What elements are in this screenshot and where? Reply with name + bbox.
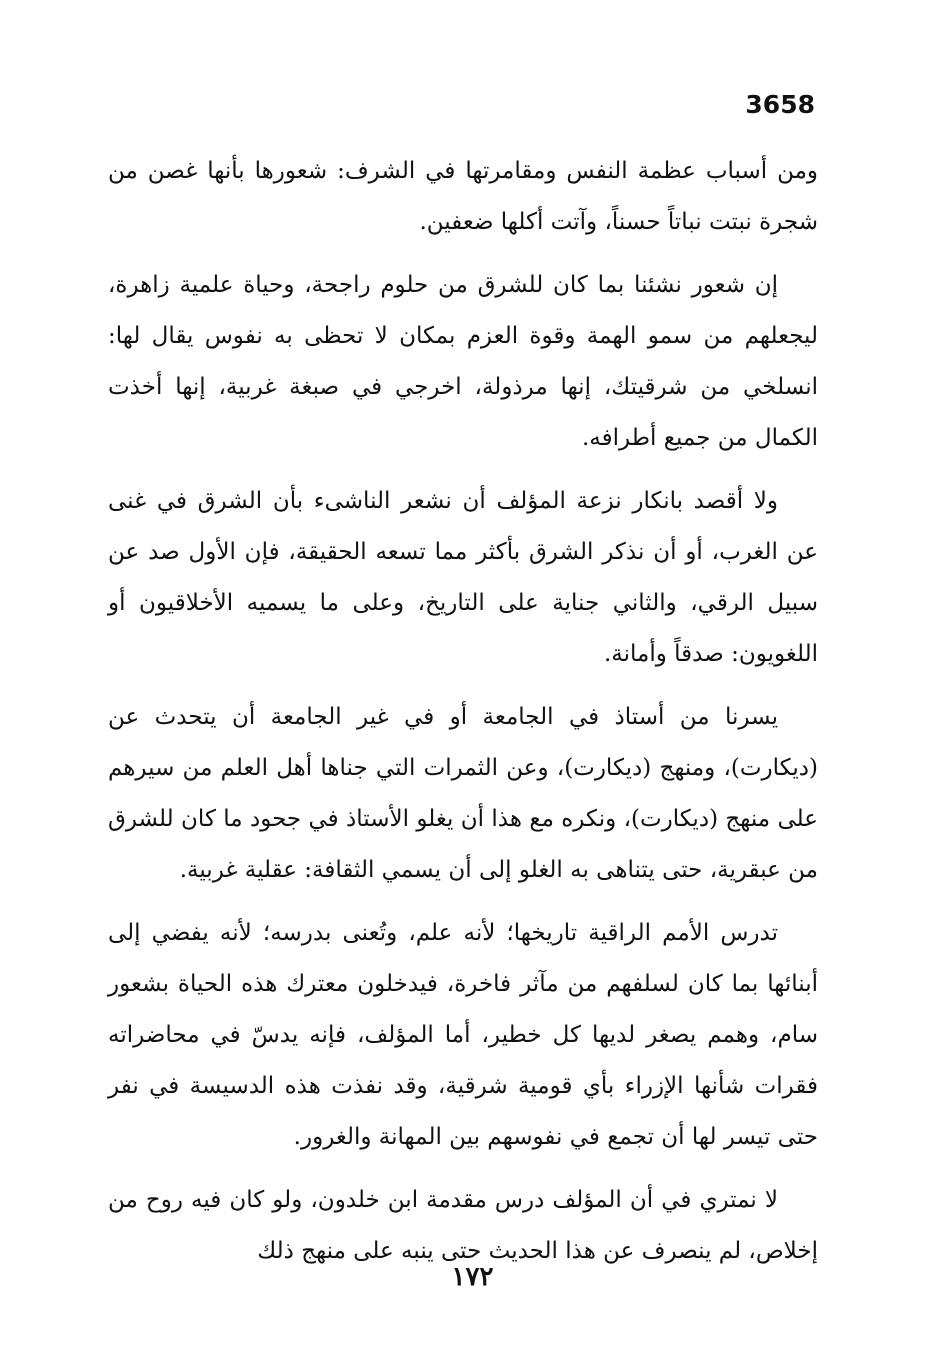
paragraph-5: تدرس الأمم الراقية تاريخها؛ لأنه علم، وتُعنى بدرسه؛ لأنه يفضي إلى أبنائها بما كان لسلفهم من مآثر فاخرة، فيدخلون معترك هذه الحياة بشعور سام، وهمم يصغر لديها كل خطير، أما المؤلف، فإنه يدسّ في محاضراته فقرات شأنها الإزراء بأي قومية شرقية، وقد نفذت هذه الدسيسة في نفر حتى تيسر لها أن تجمع في نفوسهم بين المهانة والغرور.	[108, 920, 818, 1150]
paragraph-6: لا نمتري في أن المؤلف درس مقدمة ابن خلدون، ولو كان فيه روح من إخلاص، لم ينصرف عن هذا الحديث حتى ينبه على منهج ذلك	[108, 1187, 818, 1264]
body-text	[108, 146, 818, 1289]
paragraph-4: يسرنا من أستاذ في الجامعة أو في غير الجامعة أن يتحدث عن (ديكارت)، ومنهج (ديكارت)، وعن الثمرات التي جناها أهل العلم من سيرهم على منهج (ديكارت)، ونكره مع هذا أن يغلو الأستاذ في جحود ما كان للشرق من عبقرية، حتى يتناهى به الغلو إلى أن يسمي الثقافة: عقلية غربية.	[108, 704, 818, 883]
page-number: ١٧٢	[451, 1262, 494, 1292]
paragraph-3: ولا أقصد بانكار نزعة المؤلف أن نشعر الناشىء بأن الشرق في غنى عن الغرب، أو أن نذكر الشرق بأكثر مما تسعه الحقيقة، فإن الأول صد عن سبيل الرقي، والثاني جناية على التاريخ، وعلى ما يسميه الأخلاقيون أو اللغويون: صدقاً وأمانة.	[108, 488, 818, 667]
paragraph-1: ومن أسباب عظمة النفس ومقامرتها في الشرف: شعورها بأنها غصن من شجرة نبتت نباتاً حسناً، وآتت أكلها ضعفين.	[108, 158, 818, 235]
paragraph-2: إن شعور نشئنا بما كان للشرق من حلوم راجحة، وحياة علمية زاهرة، ليجعلهم من سمو الهمة وقوة العزم بمكان لا تحظى به نفوس يقال لها: انسلخي من شرقيتك، إنها مرذولة، اخرجي في صبغة غربية، إنها أخذت الكمال من جميع أطرافه.	[108, 272, 818, 451]
page-marker: 3658	[745, 90, 815, 119]
